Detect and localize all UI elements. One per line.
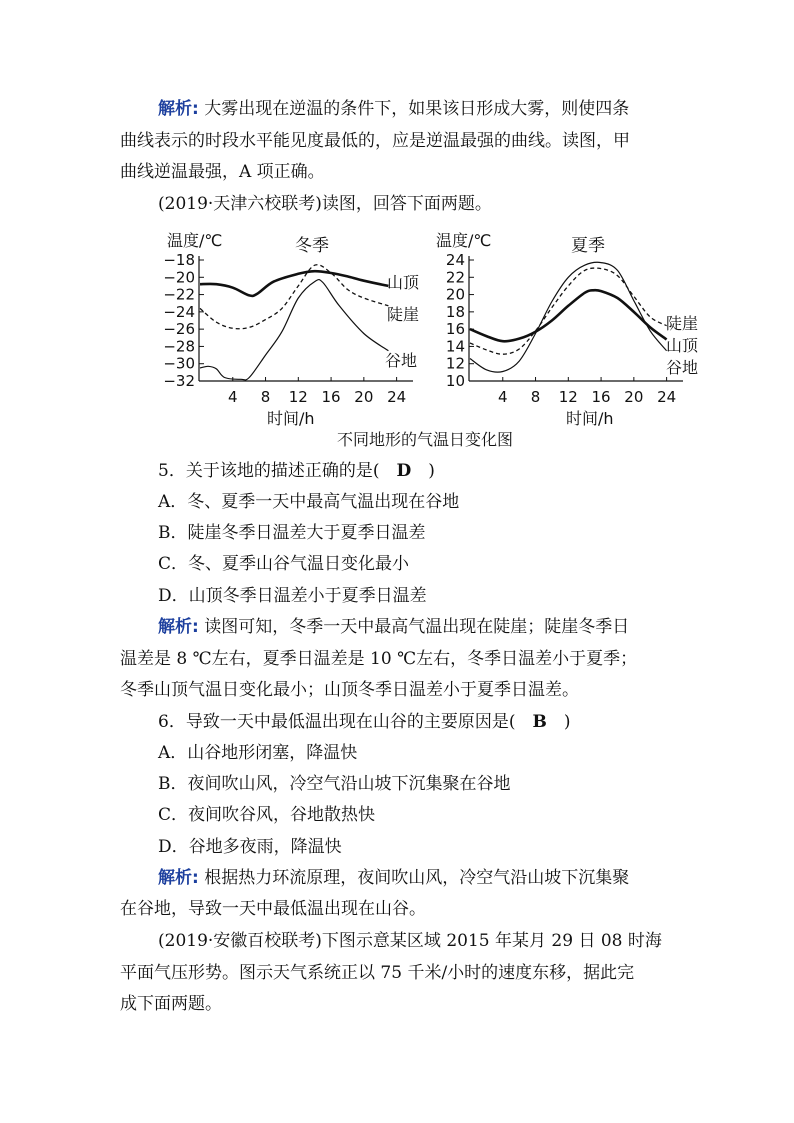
summer-x-tick-label: 16 (591, 388, 611, 406)
q5-analysis-line-2: 温差是 8 ℃左右，夏季日温差是 10 ℃左右，冬季日温差小于夏季； (120, 649, 638, 669)
winter-y-tick-label: −20 (163, 268, 195, 287)
q5-stem (158, 460, 435, 482)
summer-x-tick-label: 24 (657, 388, 677, 406)
y-axis-label-winter: 温度/℃ (167, 231, 223, 250)
winter-x-tick-label: 16 (321, 388, 341, 406)
intro-line-2: (2019·安徽百校联考)下图示意某区域 2015 年某月 29 日 08 时海 (158, 931, 662, 951)
series-label-winter-valley: 谷地 (385, 351, 418, 370)
winter-x-tick-label: 8 (260, 388, 271, 406)
x-axis-label-winter: 时间/h (267, 409, 315, 428)
summer-series-thin (470, 262, 667, 372)
q4-analysis-line-3: 曲线逆温最强，A 项正确。 (120, 162, 325, 182)
q5-stem-text: 5．关于该地的描述正确的是( (158, 461, 397, 481)
analysis-text: 根据热力环流原理，夜间吹山风，冷空气沿山坡下沉集聚 (204, 868, 630, 888)
q6-analysis-line-1 (158, 867, 629, 889)
summer-x-tick-label: 8 (530, 388, 541, 406)
analysis-label: 解析: (158, 868, 199, 888)
q5-option-b: B．陡崖冬季日温差大于夏季日温差 (158, 523, 426, 543)
winter-y-tick-label: −32 (163, 372, 195, 390)
q6-option-d: D．谷地多夜雨，降温快 (158, 837, 342, 857)
q6-answer: B (532, 712, 547, 732)
q5-option-c: C．冬、夏季山谷气温日变化最小 (158, 554, 410, 574)
winter-y-tick-label: −26 (163, 320, 195, 339)
winter-y-tick-label: −28 (163, 337, 195, 356)
summer-y-tick-label: 12 (445, 354, 465, 373)
q5-analysis-line-1 (158, 616, 629, 638)
winter-y-tick-label: −22 (163, 285, 195, 304)
winter-title: 冬季 (295, 236, 329, 256)
summer-y-tick-label: 18 (445, 302, 465, 321)
q6-stem (158, 711, 570, 733)
q4-analysis-line-2: 曲线表示的时段水平能见度最低的，应是逆温最强的曲线。读图，甲 (120, 131, 630, 151)
series-label-winter-cliff: 陡崖 (387, 305, 420, 324)
q6-option-b: B．夜间吹山风，冷空气沿山坡下沉集聚在谷地 (158, 774, 511, 794)
winter-y-tick-label: −30 (163, 354, 195, 373)
q5-option-a: A．冬、夏季一天中最高气温出现在谷地 (158, 492, 460, 512)
y-axis-label-summer: 温度/℃ (436, 231, 492, 250)
summer-x-tick-label: 4 (497, 388, 508, 406)
series-label-winter-summit: 山顶 (387, 273, 420, 292)
winter-x-tick-label: 12 (288, 388, 308, 406)
summer-y-tick-label: 10 (445, 372, 465, 390)
summer-y-tick-label: 22 (445, 268, 465, 287)
series-label-summer-cliff: 陡崖 (666, 314, 699, 333)
q6-stem-text: 6．导致一天中最低温出现在山谷的主要原因是( (158, 712, 533, 732)
analysis-label: 解析: (158, 617, 199, 637)
summer-title: 夏季 (571, 236, 605, 256)
summer-y-tick-label: 20 (445, 285, 465, 304)
x-axis-label-summer: 时间/h (566, 409, 614, 428)
q6-analysis-line-2: 在谷地，导致一天中最低温出现在山谷。 (120, 899, 426, 919)
summer-y-tick-label: 24 (445, 251, 465, 269)
series-label-summer-valley: 谷地 (666, 358, 699, 377)
temperature-figure (0, 0, 794, 460)
winter-x-tick-label: 20 (354, 388, 374, 406)
analysis-text: 读图可知，冬季一天中最高气温出现在陡崖；陡崖冬季日 (204, 617, 630, 637)
summer-series-thick (470, 290, 667, 341)
analysis-label: 解析: (158, 99, 199, 119)
q5-answer: D (396, 461, 412, 481)
intro-line-1: (2019·天津六校联考)读图，回答下面两题。 (158, 194, 492, 214)
intro-line-3: 平面气压形势。图示天气系统正以 75 千米/小时的速度东移，据此完 (120, 963, 635, 983)
q5-option-d: D．山顶冬季日温差小于夏季日温差 (158, 586, 427, 606)
winter-y-tick-label: −24 (163, 302, 195, 321)
q6-option-a: A．山谷地形闭塞，降温快 (158, 743, 358, 763)
summer-x-tick-label: 12 (558, 388, 578, 406)
q5-analysis-line-3: 冬季山顶气温日变化最小；山顶冬季日温差小于夏季日温差。 (120, 680, 579, 700)
q5-stem-end: ) (411, 461, 435, 481)
winter-y-tick-label: −18 (163, 251, 195, 269)
summer-x-tick-label: 20 (624, 388, 644, 406)
winter-x-tick-label: 4 (227, 388, 238, 406)
winter-series-thin (200, 280, 388, 380)
intro-line-4: 成下面两题。 (120, 994, 222, 1014)
series-label-summer-summit: 山顶 (666, 336, 699, 355)
summer-y-tick-label: 16 (445, 320, 465, 339)
q6-stem-end: ) (546, 712, 571, 732)
analysis-text: 大雾出现在逆温的条件下，如果该日形成大雾，则使四条 (204, 99, 630, 119)
q6-option-c: C．夜间吹谷风，谷地散热快 (158, 805, 376, 825)
summer-y-tick-label: 14 (445, 337, 465, 356)
figure-caption: 不同地形的气温日变化图 (337, 430, 514, 449)
winter-x-tick-label: 24 (387, 388, 407, 406)
